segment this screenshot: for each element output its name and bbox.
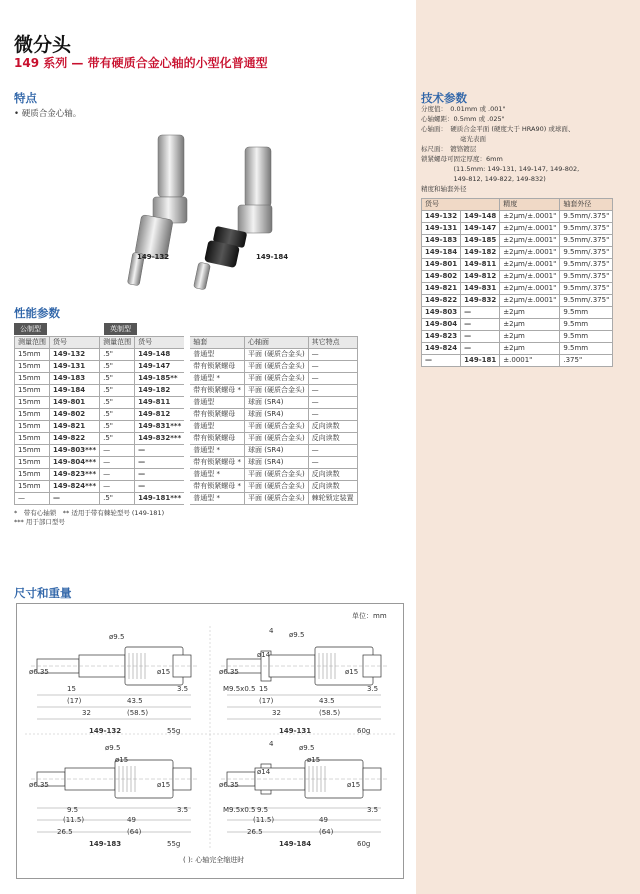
table-cell: — [308,385,357,397]
dimension-label: 3.5 [177,685,189,693]
table-cell: 平面 (硬质合金头) [244,349,308,361]
table-cell: 平面 (硬质合金头) [244,361,308,373]
table-cell: 149-832*** [135,433,188,445]
table-cell: 9.5mm/.375" [560,271,613,283]
dimensions-box [16,603,404,879]
dimension-label: ø15 [347,781,361,789]
tech-line: 锁紧螺母可固定厚度：6mm [421,155,503,163]
table-cell: ±2μm/±.0001" [500,235,560,247]
table-cell: 149-803 [422,307,461,319]
dimension-label: 32 [272,709,281,717]
accuracy-col-diameter: 轴套外径 [560,199,613,211]
dimension-label: ø14 [257,768,271,776]
accuracy-table [421,198,613,367]
table-cell: ±2μm/±.0001" [500,211,560,223]
dimension-label: 3.5 [177,806,189,814]
table-cell: 149-824*** [50,481,100,493]
table-cell: 15mm [15,469,50,481]
table-cell: 普通型 * [187,469,244,481]
tech-line: (11.5mm: 149-131, 149-147, 149-802, [421,165,580,173]
table-cell: 平面 (硬质合金头) [244,493,308,505]
table-cell: ±2μm [500,343,560,355]
table-cell: 9.5mm/.375" [560,211,613,223]
tech-line: 毫光表面 [421,135,486,143]
table-cell: — [100,445,135,457]
dimension-label: 26.5 [57,828,73,836]
table-cell: 9.5mm [560,331,613,343]
table-cell: 球面 (SR4) [244,409,308,421]
table-cell: — [100,481,135,493]
table-cell: ±2μm [500,319,560,331]
dimension-label: 9.5 [257,806,269,814]
table-cell: 球面 (SR4) [244,397,308,409]
performance-col-1: 货号 [50,337,100,349]
product-photo [110,125,320,300]
dimensions-heading: 尺寸和重量 [14,586,72,600]
table-cell: — [461,331,500,343]
table-cell: 9.5mm [560,343,613,355]
table-row [422,211,613,223]
table-cell: 149-811 [135,397,188,409]
dimension-label: 4 [269,627,274,635]
features-heading: 特点 [14,91,37,105]
dimension-label: (64) [319,828,334,836]
table-cell: 149-148 [461,211,500,223]
table-row [15,493,358,505]
table-cell: 15mm [15,397,50,409]
table-cell: — [135,457,188,469]
table-cell: 反向读数 [308,469,357,481]
table-cell: 15mm [15,481,50,493]
table-row [422,319,613,331]
dimension-label: ø6.35 [219,668,239,676]
table-row [15,409,358,421]
dimension-label: M9.5x0.5 [223,806,256,814]
table-cell: ±2μm [500,307,560,319]
table-cell: 9.5mm/.375" [560,247,613,259]
dimension-label: 43.5 [319,697,335,705]
table-cell: 149-801 [50,397,100,409]
table-cell: — [135,445,188,457]
dimension-label: 3.5 [367,806,379,814]
table-row [15,385,358,397]
table-cell: 15mm [15,361,50,373]
table-cell: — [100,457,135,469]
dimensions-footnote: ( ): 心轴完全缩进时 [183,856,245,864]
table-cell: 149-184 [50,385,100,397]
table-cell: 9.5mm/.375" [560,223,613,235]
table-cell: — [461,307,500,319]
table-cell: 15mm [15,421,50,433]
table-cell: 149-823 [422,331,461,343]
table-cell: 149-185 [461,235,500,247]
table-cell: — [461,343,500,355]
dimension-label: ø15 [345,668,359,676]
table-cell: — [308,361,357,373]
performance-col-3: 货号 [135,337,188,349]
dimension-label: M9.5x0.5 [223,685,256,693]
imperial-tag: 英制型 [104,323,137,335]
micrometer-head-left-icon [127,135,187,286]
table-cell: 149-184 [422,247,461,259]
table-row [422,355,613,367]
table-cell: 带有锁紧螺母 * [187,385,244,397]
dimension-label: (58.5) [127,709,149,717]
table-cell: ±2μm/±.0001" [500,271,560,283]
table-row [15,469,358,481]
table-cell: 平面 (硬质合金头) [244,433,308,445]
table-row [422,295,613,307]
table-cell: 球面 (SR4) [244,445,308,457]
performance-note-1: * 带有心轴锁 ** 适用于带有棘轮型号 (149-181) [14,509,165,517]
table-cell: ±2μm/±.0001" [500,223,560,235]
table-cell: 普通型 [187,421,244,433]
table-cell: 149-181 [461,355,500,367]
dimension-label: ø14 [257,651,271,659]
dimension-label: 26.5 [247,828,263,836]
performance-col-6: 其它特点 [308,337,357,349]
dimension-weight: 60g [357,840,371,848]
table-cell: 普通型 [187,397,244,409]
table-cell: 149-183 [50,373,100,385]
table-cell: 149-821 [422,283,461,295]
table-row [422,247,613,259]
table-cell: .5" [100,409,135,421]
table-cell: — [308,457,357,469]
table-cell: 15mm [15,373,50,385]
table-cell: .5" [100,433,135,445]
dimension-label: ø9.5 [299,744,315,752]
table-cell: 149-831*** [135,421,188,433]
table-cell: 149-832 [461,295,500,307]
table-cell: .5" [100,361,135,373]
performance-col-2: 测量范围 [100,337,135,349]
table-cell: 9.5mm/.375" [560,283,613,295]
table-cell: 149-183 [422,235,461,247]
dimension-model: 149-184 [279,840,312,848]
dimension-label: 43.5 [127,697,143,705]
dimension-label: ø6.35 [29,781,49,789]
table-cell: 149-803*** [50,445,100,457]
table-cell: 149-831 [461,283,500,295]
table-cell: .5" [100,493,135,505]
dimension-drawing-149-131 [219,627,387,735]
dimension-model: 149-131 [279,727,312,735]
photo-caption-right: 149-184 [256,253,289,261]
micrometer-head-right-icon [193,147,272,290]
table-row [422,259,613,271]
dimension-label: ø6.35 [29,668,49,676]
table-cell: ±2μm [500,331,560,343]
dimension-label: ø6.35 [219,781,239,789]
table-cell: 149-804 [422,319,461,331]
table-row [422,343,613,355]
table-cell: .5" [100,421,135,433]
dimension-label: ø9.5 [105,744,121,752]
dimension-label: 15 [67,685,76,693]
table-cell: — [50,493,100,505]
table-cell: 149-824 [422,343,461,355]
table-cell: 球面 (SR4) [244,457,308,469]
table-row [422,331,613,343]
table-cell: 带有锁紧螺母 * [187,457,244,469]
table-cell: 带有锁紧螺母 [187,361,244,373]
table-cell: 反向读数 [308,481,357,493]
dimension-label: (11.5) [253,816,275,824]
table-row [15,457,358,469]
table-cell: 棘轮锁定装置 [308,493,357,505]
table-cell: — [308,409,357,421]
table-cell: 带有锁紧螺母 * [187,481,244,493]
table-cell: 149-822 [422,295,461,307]
accuracy-col-model: 货号 [422,199,500,211]
table-cell: .5" [100,349,135,361]
tech-line: 心轴螺距：0.5mm 或 .025" [421,115,505,123]
tech-lines [421,104,579,194]
table-cell: 平面 (硬质合金头) [244,385,308,397]
table-cell: 149-804*** [50,457,100,469]
table-cell: 149-131 [422,223,461,235]
table-cell: 带有锁紧螺母 [187,433,244,445]
table-cell: ±.0001" [500,355,560,367]
dimension-drawing-149-183 [29,744,197,848]
metric-tag: 公制型 [14,323,47,335]
table-cell: — [308,397,357,409]
dimension-drawing-149-132 [29,633,197,735]
accuracy-col-accuracy: 精度 [500,199,560,211]
unit-label: 单位：mm [352,612,387,620]
dimension-label: (17) [259,697,274,705]
table-row [15,397,358,409]
table-cell: 15mm [15,457,50,469]
table-cell: 149-131 [50,361,100,373]
dimension-label: 49 [319,816,328,824]
table-cell: — [308,445,357,457]
table-cell: 149-185** [135,373,188,385]
dimension-label: 15 [259,685,268,693]
table-row [15,445,358,457]
table-cell: 普通型 * [187,445,244,457]
table-cell: .5" [100,373,135,385]
table-cell: ±2μm/±.0001" [500,295,560,307]
dimension-label: ø9.5 [109,633,125,641]
dimension-label: ø9.5 [289,631,305,639]
table-row [15,433,358,445]
table-cell: 反向读数 [308,433,357,445]
performance-col-5: 心轴面 [244,337,308,349]
performance-col-4: 轴套 [187,337,244,349]
table-cell: 149-147 [461,223,500,235]
table-cell: 9.5mm [560,319,613,331]
table-cell: 149-132 [50,349,100,361]
table-cell: 9.5mm/.375" [560,259,613,271]
dimension-label: ø15 [157,668,171,676]
table-cell: — [461,319,500,331]
table-cell: 149-802 [50,409,100,421]
tech-heading: 技术参数 [421,91,467,105]
dimension-weight: 55g [167,727,181,735]
table-cell: — [308,373,357,385]
table-cell: 15mm [15,385,50,397]
table-cell: 9.5mm [560,307,613,319]
table-cell: 149-802 [422,271,461,283]
dimension-label: 3.5 [367,685,379,693]
table-cell: 15mm [15,409,50,421]
dimension-label: 49 [127,816,136,824]
table-cell: — [135,481,188,493]
table-cell: — [100,469,135,481]
table-cell: 149-182 [461,247,500,259]
table-cell: 15mm [15,433,50,445]
table-cell: 平面 (硬质合金头) [244,373,308,385]
performance-col-0: 测量范围 [15,337,50,349]
table-row [15,421,358,433]
table-cell: 149-181*** [135,493,188,505]
table-cell: 149-821 [50,421,100,433]
table-cell: 149-132 [422,211,461,223]
dimension-weight: 60g [357,727,371,735]
table-cell: 9.5mm/.375" [560,295,613,307]
table-cell: 普通型 * [187,493,244,505]
table-row [15,481,358,493]
dimension-label: (64) [127,828,142,836]
table-cell: 149-811 [461,259,500,271]
dimension-label: 4 [269,740,274,748]
table-cell: 149-801 [422,259,461,271]
dimension-label: ø15 [115,756,129,764]
table-cell: ±2μm/±.0001" [500,247,560,259]
table-row [422,283,613,295]
dimension-label: ø15 [307,756,321,764]
dimension-label: (11.5) [63,816,85,824]
table-cell: 普通型 [187,349,244,361]
table-cell: 反向读数 [308,421,357,433]
photo-caption-left: 149-132 [137,253,170,261]
table-cell: 149-812 [135,409,188,421]
table-cell: 平面 (硬质合金头) [244,469,308,481]
tech-line: 心轴面： 硬质合金平面 (硬度大于 HRA90) 或球面、 [421,125,575,133]
table-cell: 普通型 * [187,373,244,385]
tech-line: 149-812, 149-822, 149-832) [421,175,546,183]
table-cell: 15mm [15,349,50,361]
dimension-label: (58.5) [319,709,341,717]
table-cell: 平面 (硬质合金头) [244,421,308,433]
table-cell: 149-822 [50,433,100,445]
table-row [422,271,613,283]
table-row [15,361,358,373]
table-cell: 9.5mm/.375" [560,235,613,247]
table-cell: — [308,349,357,361]
table-cell: ±2μm/±.0001" [500,283,560,295]
table-row [422,223,613,235]
table-cell: 15mm [15,445,50,457]
table-row [15,373,358,385]
table-row [422,307,613,319]
table-row [422,235,613,247]
table-cell: — [135,469,188,481]
dimension-label: 9.5 [67,806,79,814]
performance-table [14,336,358,505]
table-cell: 149-148 [135,349,188,361]
table-cell: 平面 (硬质合金头) [244,481,308,493]
table-cell: .5" [100,397,135,409]
table-row [15,349,358,361]
table-cell: ±2μm/±.0001" [500,259,560,271]
dimension-label: (17) [67,697,82,705]
dimension-label: 32 [82,709,91,717]
dimension-model: 149-132 [89,727,122,735]
dimension-weight: 55g [167,840,181,848]
table-cell: — [15,493,50,505]
features-bullet: • 硬质合金心轴。 [14,109,82,119]
page-title: 微分头 [14,34,72,56]
tech-line: 标尺面： 镀铬镀层 [421,145,477,153]
table-cell: 149-182 [135,385,188,397]
dimension-model: 149-183 [89,840,122,848]
tech-line: 分度值： 0.01mm 或 .001" [421,105,506,113]
tech-line: 精度和轴套外径 [421,185,467,193]
dimension-label: ø15 [157,781,171,789]
table-cell: 带有锁紧螺母 [187,409,244,421]
performance-heading: 性能参数 [14,306,60,320]
table-cell: 149-812 [461,271,500,283]
table-cell: 149-823*** [50,469,100,481]
table-cell: .375" [560,355,613,367]
dimension-drawing-149-184 [219,740,387,848]
table-cell: .5" [100,385,135,397]
performance-note-2: *** 用于部口型号 [14,518,65,526]
page-subtitle: 149 系列 — 带有硬质合金心轴的小型化普通型 [14,56,268,70]
table-cell: 149-147 [135,361,188,373]
table-cell: — [422,355,461,367]
